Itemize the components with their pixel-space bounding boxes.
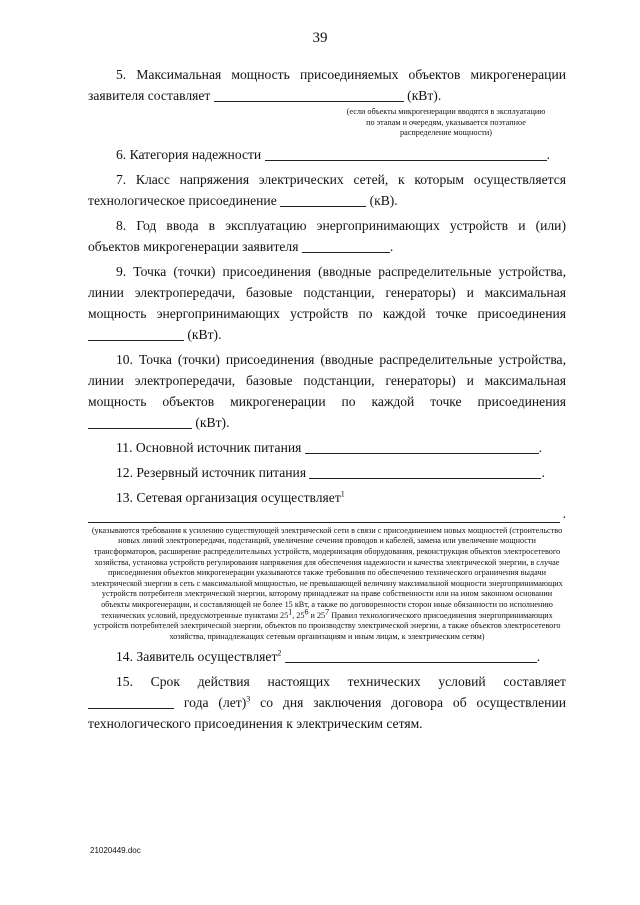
blank-field [88,326,184,341]
item-13-note: (указываются требования к усилению существующей электрической сети в связи с присоединением новых мощностей (строительство новых линий электропередачи, подстанций, увеличение сечения проводов и кабелей, замена или увеличение мощности трансформаторов, расширение распределительных устройств, модернизация оборудования, реконструкция объектов электросетевого хозяйства, установка устройств регулирования напряжения для обеспечения надежности и качества электрической энергии, в случае присоединения объектов микрогенерации указываются также требования по обеспечению технического ограничения выдачи электрической энергии в сеть с максимальной мощностью, не превышающей величину максимальной мощности энергопринимающих устройств потребителя электрической энергии, которому принадлежат на праве собственности или на ином законном основании объекты микрогенерации, и составляющей не более 15 кВт, а также по договоренности сторон иные обязанности по исполнению технических условий, предусмотренные пунктами $25^1$, $25^6$ и $25^7$ Правил технологического присоединения энергопринимающих устройств потребителей электрической энергии, объектов по производству электрической энергии, а также объектов электросетевого хозяйства, принадлежащих сетевым организациям и иным лицам, к электрическим сетям) [91,525,563,641]
file-name-footer: 21020449.doc [90,846,141,855]
blank-field [305,439,539,454]
item-5-note: (если объекты микрогенерации вводятся в эксплуатацию по этапам и очередям, указывается поэтапное распределение мощности) [346,107,546,138]
item-11: 11. Основной источник питания . [116,439,543,455]
blank-field [309,464,541,479]
blank-field [265,146,547,161]
item-15: 15. Срок действия настоящих технических условий составляет года (лет)$^3$ со дня заключения договора об осуществлении технологического присоединения к электрическим сетям. [88,674,567,732]
blank-field [285,648,537,663]
item-6: 6. Категория надежности . [116,146,551,162]
document-body [88,64,566,734]
item-7: 7. Класс напряжения электрических сетей, к которым осуществляется технологическое присоединение (кВ). [88,171,566,208]
item-13-blank-line: . [88,508,566,524]
blank-field [280,192,366,207]
blank-field [88,508,560,523]
item-10: 10. Точка (точки) присоединения (вводные распределительные устройства, линии электропередачи, базовые подстанции, генераторы) и максимальная мощность объектов микрогенерации по каждой точке присоединения (кВт). [88,351,566,430]
item-12: 12. Резервный источник питания . [116,464,545,480]
page-number: 39 [312,30,328,46]
blank-field [214,87,404,102]
item-5: 5. Максимальная мощность присоединяемых объектов микрогенерации заявителя составляет (кВт). [88,67,566,103]
blank-field [302,238,390,253]
blank-field [88,414,192,429]
item-13: 13. Сетевая организация осуществляет$^1$ [116,489,345,505]
blank-field [88,694,174,709]
item-14: 14. Заявитель осуществляет$^2$ . [116,648,541,665]
item-8: 8. Год ввода в эксплуатацию энергопринимающих устройств и (или) объектов микрогенерации заявителя . [88,217,566,254]
item-9: 9. Точка (точки) присоединения (вводные распределительные устройства, линии электропередачи, базовые подстанции, генераторы) и максимальная мощность энергопринимающих устройств по каждой точке присоединения (кВт). [88,263,566,342]
